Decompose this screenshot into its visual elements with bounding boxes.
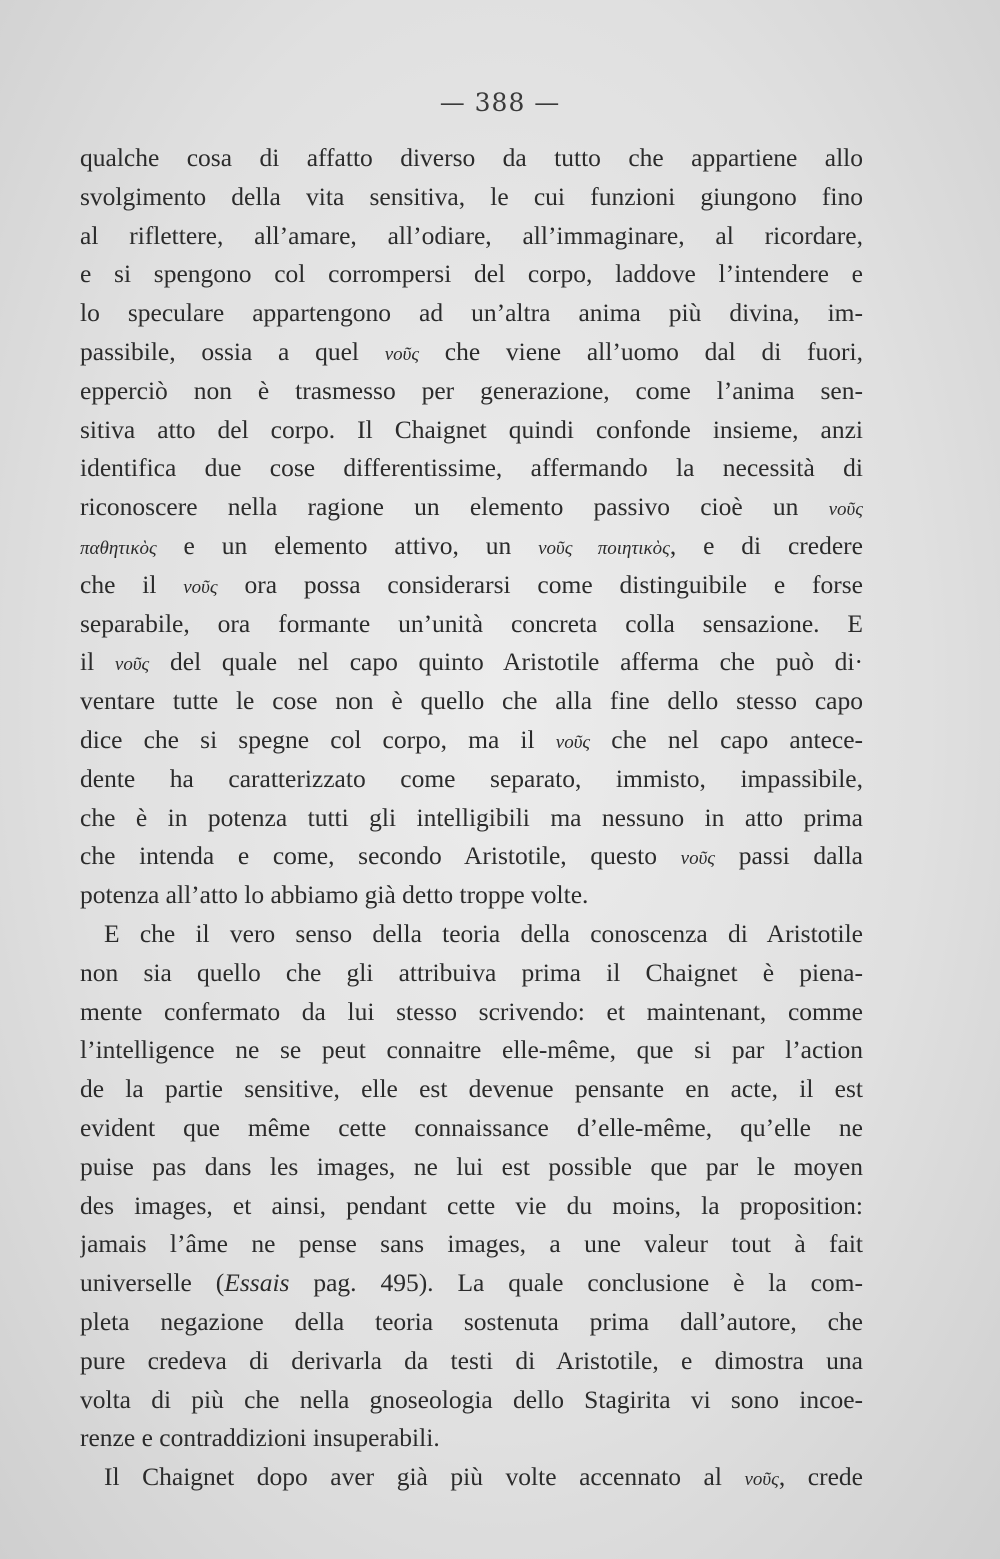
line-text: sitiva atto del corpo. Il Chaignet quindi confonde insieme, anzi <box>80 414 863 444</box>
line-text: dice che si spegne col corpo, ma il <box>80 724 556 754</box>
greek-term: νοῦς <box>744 1469 779 1491</box>
text-line <box>80 915 863 954</box>
body-text <box>80 139 863 1497</box>
greek-term: νοῦς <box>114 654 150 676</box>
text-line <box>80 1070 863 1109</box>
text-line <box>80 876 863 915</box>
text-line <box>80 1187 863 1226</box>
line-text: pleta negazione della teoria sostenuta prima dall’autore, che <box>80 1306 863 1336</box>
line-text: separabile, ora formante un’unità concreta colla sensazione. E <box>80 608 863 638</box>
line-text: , e di credere <box>669 530 863 560</box>
line-text: che nel capo antece- <box>590 724 863 754</box>
line-text: che intenda e come, secondo Aristotile, questo <box>80 841 681 871</box>
text-line <box>80 255 863 294</box>
text-line <box>80 721 863 760</box>
line-text: passibile, ossia a quel <box>80 336 385 366</box>
line-text: identifica due cose differentissime, affermando la necessità di <box>80 453 863 483</box>
greek-term: νοῦς <box>183 576 218 598</box>
text-line <box>80 178 863 217</box>
greek-term: παθητικὸς <box>80 537 157 559</box>
line-text: dente ha caratterizzato come separato, immisto, impassibile, <box>80 763 863 793</box>
text-line <box>80 372 863 411</box>
text-line <box>80 1458 863 1497</box>
line-text: l’intelligence ne se peut connaitre elle-même, que si par l’action <box>80 1035 863 1065</box>
text-line <box>80 449 863 488</box>
text-line <box>80 1109 863 1148</box>
text-line <box>80 1419 863 1458</box>
line-text: epperciò non è trasmesso per generazione, come l’anima sen- <box>80 375 863 405</box>
text-line <box>80 488 863 527</box>
greek-term: νοῦς <box>555 731 591 753</box>
line-text: e si spengono col corrompersi del corpo, laddove l’intendere e <box>80 259 863 289</box>
line-text: qualche cosa di affatto diverso da tutto che appartiene allo <box>80 143 863 172</box>
line-text: , crede <box>778 1462 863 1492</box>
text-line <box>80 1342 863 1381</box>
greek-term: νοῦς ποιητικὸς <box>538 537 670 559</box>
line-text: svolgimento della vita sensitiva, le cui funzioni giungono fino <box>80 181 863 211</box>
text-line <box>80 1264 863 1303</box>
line-text: al riflettere, all’amare, all’odiare, all’immaginare, al ricordare, <box>80 220 863 250</box>
line-text: Il Chaignet dopo aver già più volte accennato al <box>104 1462 745 1492</box>
page-number: — 388 — <box>439 88 561 117</box>
line-text: E che il vero senso della teoria della conoscenza di Aristotile <box>104 918 863 948</box>
line-text: pag. 495). La quale conclusione è la com- <box>289 1268 863 1298</box>
text-line <box>80 1031 863 1070</box>
text-line <box>80 217 863 256</box>
text-line <box>80 1303 863 1342</box>
line-text: il <box>80 647 115 677</box>
line-text: universelle ( <box>80 1268 225 1298</box>
line-text: de la partie sensitive, elle est devenue pensante en acte, il est <box>80 1074 863 1104</box>
line-text: renze e contraddizioni insuperabili. <box>80 1423 440 1453</box>
text-line <box>80 837 863 876</box>
italic-title: Essais <box>224 1268 290 1298</box>
text-line <box>80 527 863 566</box>
text-line <box>80 682 863 721</box>
line-text: non sia quello che gli attribuiva prima il Chaignet è piena- <box>80 957 863 987</box>
line-text: che è in potenza tutti gli intelligibili ma nessuno in atto prima <box>80 802 863 832</box>
line-text: riconoscere nella ragione un elemento passivo cioè un <box>80 492 829 522</box>
line-text: potenza all’atto lo abbiamo già detto troppe volte. <box>80 880 589 910</box>
line-text: des images, et ainsi, pendant cette vie du moins, la proposition: <box>80 1190 863 1220</box>
greek-term: νοῦς <box>384 343 420 365</box>
text-line <box>80 799 863 838</box>
text-line <box>80 294 863 333</box>
text-line <box>80 643 863 682</box>
text-line <box>80 1225 863 1264</box>
line-text: passi dalla <box>715 841 863 871</box>
line-text: e un elemento attivo, un <box>156 530 539 560</box>
line-text: ventare tutte le cose non è quello che alla fine dello stesso capo <box>80 686 863 716</box>
text-line <box>80 139 863 178</box>
text-line <box>80 333 863 372</box>
text-line <box>80 993 863 1032</box>
line-text: lo speculare appartengono ad un’altra anima più divina, im- <box>80 298 863 328</box>
text-line <box>80 605 863 644</box>
line-text: che viene all’uomo dal di fuori, <box>419 336 863 366</box>
greek-term: νοῦς <box>680 848 716 870</box>
text-line <box>80 566 863 605</box>
line-text: ora possa considerarsi come distinguibile e forse <box>217 569 863 599</box>
line-text: del quale nel capo quinto Aristotile afferma che può di· <box>149 647 863 677</box>
line-text: puise pas dans les images, ne lui est possible que par le moyen <box>80 1151 863 1181</box>
line-text: volta di più che nella gnoseologia dello Stagirita vi sono incoe- <box>80 1384 863 1414</box>
text-line <box>80 760 863 799</box>
text-line <box>80 1148 863 1187</box>
line-text: pure credeva di derivarla da testi di Aristotile, e dimostra una <box>80 1345 863 1375</box>
line-text: che il <box>80 569 184 599</box>
text-line <box>80 954 863 993</box>
text-line <box>80 1381 863 1420</box>
text-line <box>80 411 863 450</box>
line-text: mente confermato da lui stesso scrivendo: et maintenant, comme <box>80 996 863 1026</box>
greek-term: νοῦς <box>828 499 863 521</box>
line-text: jamais l’âme ne pense sans images, a une valeur tout à fait <box>80 1229 863 1259</box>
line-text: evident que même cette connaissance d’elle-même, qu’elle ne <box>80 1112 863 1142</box>
